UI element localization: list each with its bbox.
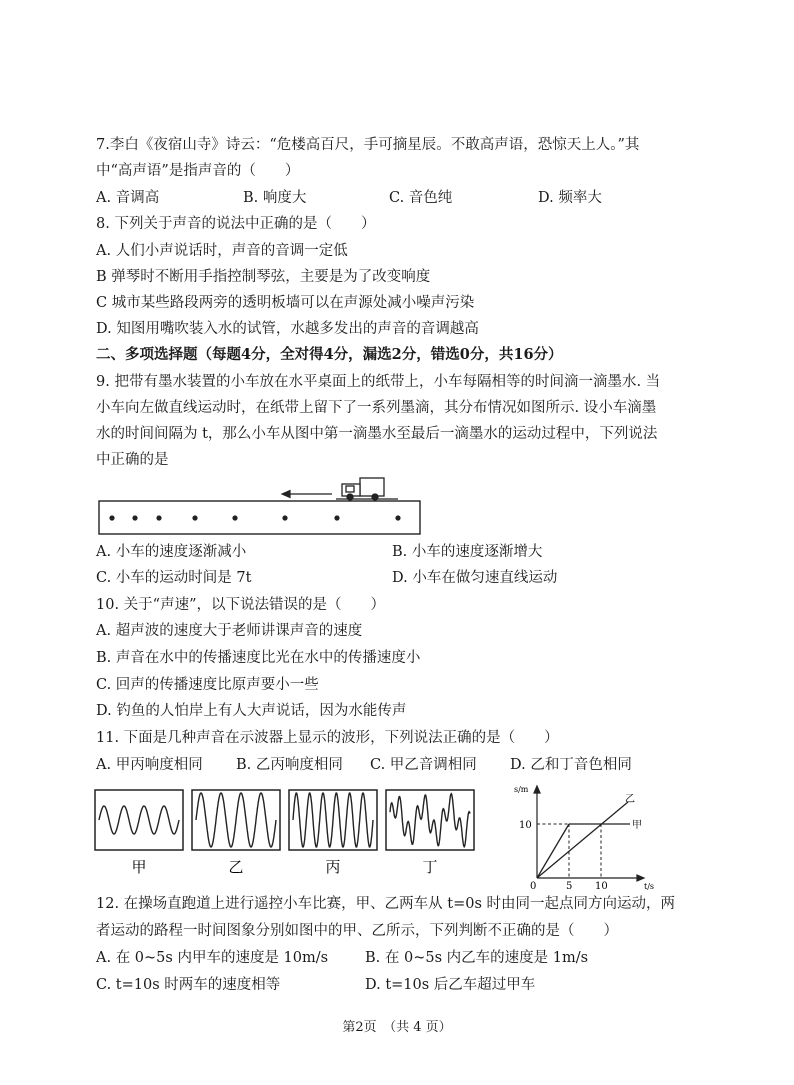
waveform-yi [192,790,280,850]
ink-drop [192,515,197,520]
q11-option-a: A. 甲丙响度相同 [96,757,203,773]
q12-stem-line2: 者运动的路程一时间图象分别如图中的甲、乙所示，下列判断不正确的是（ ） [96,923,618,939]
q10-option-b: B. 声音在水中的传播速度比光在水中的传播速度小 [96,650,421,666]
q9-option-d: D. 小车在做匀速直线运动 [392,570,558,586]
graph-label-yi: 乙 [625,794,635,805]
q11-option-c: C. 甲乙音调相同 [370,757,477,773]
truck-icon [336,478,398,500]
q10-option-c: C. 回声的传播速度比原声要小一些 [96,677,319,693]
q7-option-b: B. 响度大 [243,190,307,206]
graph-xtick-5: 5 [566,881,573,890]
q12-option-b: B. 在 0~5s 内乙车的速度是 1m/s [365,950,589,966]
q7-option-d: D. 频率大 [538,190,602,206]
ink-drop [334,515,339,520]
page-number-footer: 第2页 （共 4 页） [342,1020,452,1035]
q11-waveform-figure [92,782,492,882]
q9-stem-line3: 水的时间间隔为 t，那么小车从图中第一滴墨水至最后一滴墨水的运动过程中，下列说法 [96,426,658,442]
line-jia [537,824,569,878]
q9-tape-figure [96,470,426,540]
q11-option-b: B. 乙丙响度相同 [236,757,343,773]
q7-option-a: A. 音调高 [96,190,160,206]
q7-stem-line2: 中“高声语”是指声音的（ ） [96,163,300,179]
graph-label-jia: 甲 [632,820,642,831]
section-2-heading: 二、多项选择题（每题4分，全对得4分，漏选2分，错选0分，共16分） [96,346,563,363]
graph-xtick-0: 0 [530,881,537,890]
graph-ylabel: s/m [514,785,529,794]
wave-label-jia: 甲 [131,858,147,876]
graph-xtick-10: 10 [595,881,608,890]
q8-option-a: A. 人们小声说话时，声音的音调一定低 [96,243,348,259]
q10-stem: 10. 关于“声速”，以下说法错误的是（ ） [96,597,385,613]
line-yi [537,802,628,878]
ink-drop [232,515,237,520]
q9-stem-line2: 小车向左做直线运动时，在纸带上留下了一系列墨滴，其分布情况如图所示. 设小车滴墨 [96,400,657,416]
q7-stem-line1: 7.李白《夜宿山寺》诗云：“危楼高百尺，手可摘星辰。不敢高声语，恐惊天上人。”其 [96,137,640,153]
ink-drop [132,515,137,520]
q9-option-c: C. 小车的运动时间是 7t [96,570,252,586]
waveform-jia [95,790,183,850]
q9-stem-line4: 中正确的是 [96,452,169,468]
q10-option-a: A. 超声波的速度大于老师讲课声音的速度 [96,623,363,639]
q7-option-c: C. 音色纯 [389,190,453,206]
waveform-ding [386,790,474,850]
ink-drop [109,515,114,520]
q11-option-d: D. 乙和丁音色相同 [510,757,632,773]
q12-option-a: A. 在 0~5s 内甲车的速度是 10m/s [96,950,329,966]
wave-label-yi: 乙 [228,858,244,876]
q9-stem-line1: 9. 把带有墨水装置的小车放在水平桌面上的纸带上，小车每隔相等的时间滴一滴墨水. 当 [96,374,661,390]
ink-drop [156,515,161,520]
wave-label-bing: 丙 [325,858,341,876]
q10-option-d: D. 钓鱼的人怕岸上有人大声说话，因为水能传声 [96,703,407,719]
paper-tape [99,501,420,534]
q9-option-a: A. 小车的速度逐渐减小 [96,544,247,560]
q8-option-b: B 弹琴时不断用手指控制琴弦，主要是为了改变响度 [96,269,431,285]
q12-st-graph [510,778,660,890]
q9-option-b: B. 小车的速度逐渐增大 [392,544,543,560]
wave-label-ding: 丁 [422,858,438,876]
q8-stem: 8. 下列关于声音的说法中正确的是（ ） [96,216,376,232]
q8-option-d: D. 知图用嘴吹装入水的试管，水越多发出的声音的音调越高 [96,321,479,337]
waveform-bing [289,790,377,850]
q11-stem: 11. 下面是几种声音在示波器上显示的波形，下列说法正确的是（ ） [96,730,559,746]
q12-stem-line1: 12. 在操场直跑道上进行遥控小车比赛，甲、乙两车从 t=0s 时由同一起点同方向运动，两 [96,896,676,912]
q12-option-d: D. t=10s 后乙车超过甲车 [365,977,536,993]
ink-drop [282,515,287,520]
direction-arrow [282,491,332,498]
q12-option-c: C. t=10s 时两车的速度相等 [96,977,281,993]
graph-xlabel: t/s [644,882,655,890]
ink-drop [395,515,400,520]
q8-option-c: C 城市某些路段两旁的透明板墙可以在声源处减小噪声污染 [96,295,475,311]
graph-ytick-10: 10 [519,820,532,831]
